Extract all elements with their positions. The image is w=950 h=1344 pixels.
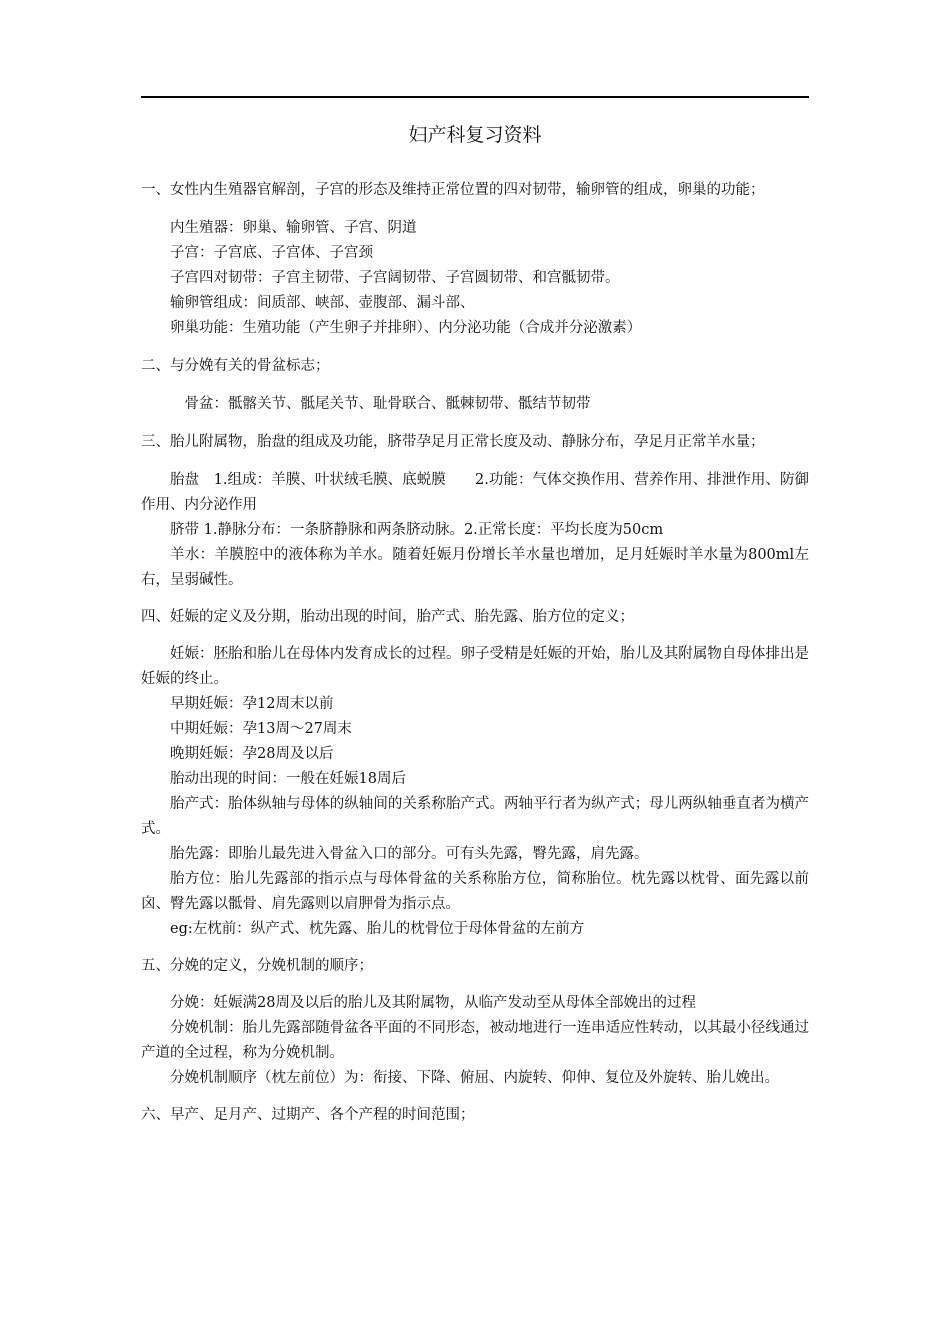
answer-line: 分娩机制顺序（枕左前位）为：衔接、下降、俯屈、内旋转、仰伸、复位及外旋转、胎儿娩出。 xyxy=(170,1070,779,1086)
section-question-4: 四、妊娠的定义及分期，胎动出现的时间，胎产式、胎先露、胎方位的定义； xyxy=(141,609,634,625)
answer-line: 胎产式：胎体纵轴与母体的纵轴间的关系称胎产式。两轴平行者为纵产式；母儿两纵轴垂直者为横产式。 xyxy=(141,796,809,837)
answer-line: 输卵管组成：间质部、峡部、壶腹部、漏斗部、 xyxy=(170,295,475,311)
section-question-1: 一、女性内生殖器官解剖，子宫的形态及维持正常位置的四对韧带，输卵管的组成，卵巢的功能； xyxy=(141,182,765,198)
answer-line: 骨盆：骶髂关节、骶尾关节、耻骨联合、骶棘韧带、骶结节韧带 xyxy=(184,396,591,412)
header-rule xyxy=(141,96,809,98)
answer-line: 妊娠：胚胎和胎儿在母体内发育成长的过程。卵子受精是妊娠的开始，胎儿及其附属物自母体排出是妊娠的终止。 xyxy=(141,646,809,687)
answer-line: 内生殖器：卵巢、输卵管、子宫、阴道 xyxy=(170,220,417,236)
section-question-6: 六、早产、足月产、过期产、各个产程的时间范围； xyxy=(141,1107,475,1123)
answer-line: 子宫四对韧带：子宫主韧带、子宫阔韧带、子宫圆韧带、和宫骶韧带。 xyxy=(170,270,620,286)
answer-line: 晚期妊娠：孕28周及以后 xyxy=(170,746,334,762)
section-question-3: 三、胎儿附属物，胎盘的组成及功能，脐带孕足月正常长度及动、静脉分布，孕足月正常羊水量； xyxy=(141,434,765,450)
answer-line: 胎方位：胎儿先露部的指示点与母体骨盆的关系称胎方位，简称胎位。枕先露以枕骨、面先露以前囟、臀先露以骶骨、肩先露则以肩胛骨为指示点。 xyxy=(141,871,809,912)
answer-line: 子宫：子宫底、子宫体、子宫颈 xyxy=(170,245,373,261)
document-body xyxy=(141,178,809,1128)
answer-line: 胎盘 1.组成：羊膜、叶状绒毛膜、底蜕膜 2.功能：气体交换作用、营养作用、排泄作用、防御作用、内分泌作用 xyxy=(141,472,809,513)
page-title: 妇产科复习资料 xyxy=(408,124,542,146)
answer-line: 分娩机制：胎儿先露部随骨盆各平面的不同形态，被动地进行一连串适应性转动，以其最小径线通过产道的全过程，称为分娩机制。 xyxy=(141,1020,809,1061)
section-question-2: 二、与分娩有关的骨盆标志； xyxy=(141,358,330,374)
section-question-5: 五、分娩的定义，分娩机制的顺序； xyxy=(141,958,373,974)
answer-line: 分娩：妊娠满28周及以后的胎儿及其附属物，从临产发动至从母体全部娩出的过程 xyxy=(170,995,696,1011)
answer-line: 卵巢功能：生殖功能（产生卵子并排卵）、内分泌功能（合成并分泌激素） xyxy=(170,320,642,336)
answer-line: 脐带 1.静脉分布：一条脐静脉和两条脐动脉。2.正常长度：平均长度为50cm xyxy=(170,522,664,538)
answer-line: eg:左枕前：纵产式、枕先露、胎儿的枕骨位于母体骨盆的左前方 xyxy=(170,921,585,937)
answer-line: 中期妊娠：孕13周～27周末 xyxy=(170,721,352,737)
answer-line: 早期妊娠：孕12周末以前 xyxy=(170,696,334,712)
answer-line: 羊水：羊膜腔中的液体称为羊水。随着妊娠月份增长羊水量也增加，足月妊娠时羊水量为800ml左右，呈弱碱性。 xyxy=(141,547,809,588)
answer-line: 胎动出现的时间：一般在妊娠18周后 xyxy=(170,771,406,787)
answer-line: 胎先露：即胎儿最先进入骨盆入口的部分。可有头先露，臀先露，肩先露。 xyxy=(170,846,649,862)
